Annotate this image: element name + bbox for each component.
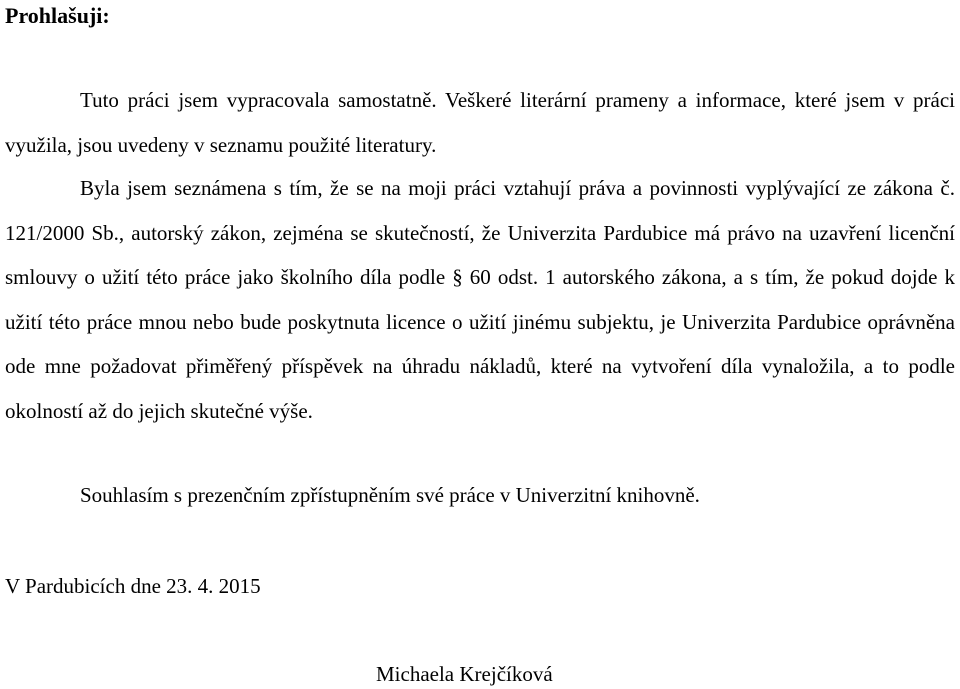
declaration-paragraph-authorship: Tuto práci jsem vypracovala samostatně. Veškeré literární prameny a informace, které jsem v práci využila, jsou uvedeny v seznamu použité literatury. bbox=[5, 88, 955, 157]
declaration-paragraph-copyright: Byla jsem seznámena s tím, že se na moji práci vztahují práva a povinnosti vyplývající ze zákona č. 121/2000 Sb., autorský zákon, zejména se skutečností, že Univerzita Pardubice má právo na uzavření licenční smlouvy o užití této práce jako školního díla podle § 60 odst. 1 autorského zákona, a s tím, že pokud dojde k užití této práce mnou nebo bude poskytnuta licence o užití jinému subjektu, je Univerzita Pardubice oprávněna ode mne požadovat přiměřený příspěvek na úhradu nákladů, které na vytvoření díla vynaložila, a to podle okolností až do jejich skutečné výše. bbox=[5, 176, 955, 423]
author-signature: Michaela Krejčíková bbox=[376, 662, 553, 686]
declaration-paragraph-library-consent: Souhlasím s prezenčním zpřístupněním své práce v Univerzitní knihovně. bbox=[80, 483, 700, 507]
date-line: V Pardubicích dne 23. 4. 2015 bbox=[5, 574, 261, 598]
page-title: Prohlašuji: bbox=[5, 3, 110, 28]
